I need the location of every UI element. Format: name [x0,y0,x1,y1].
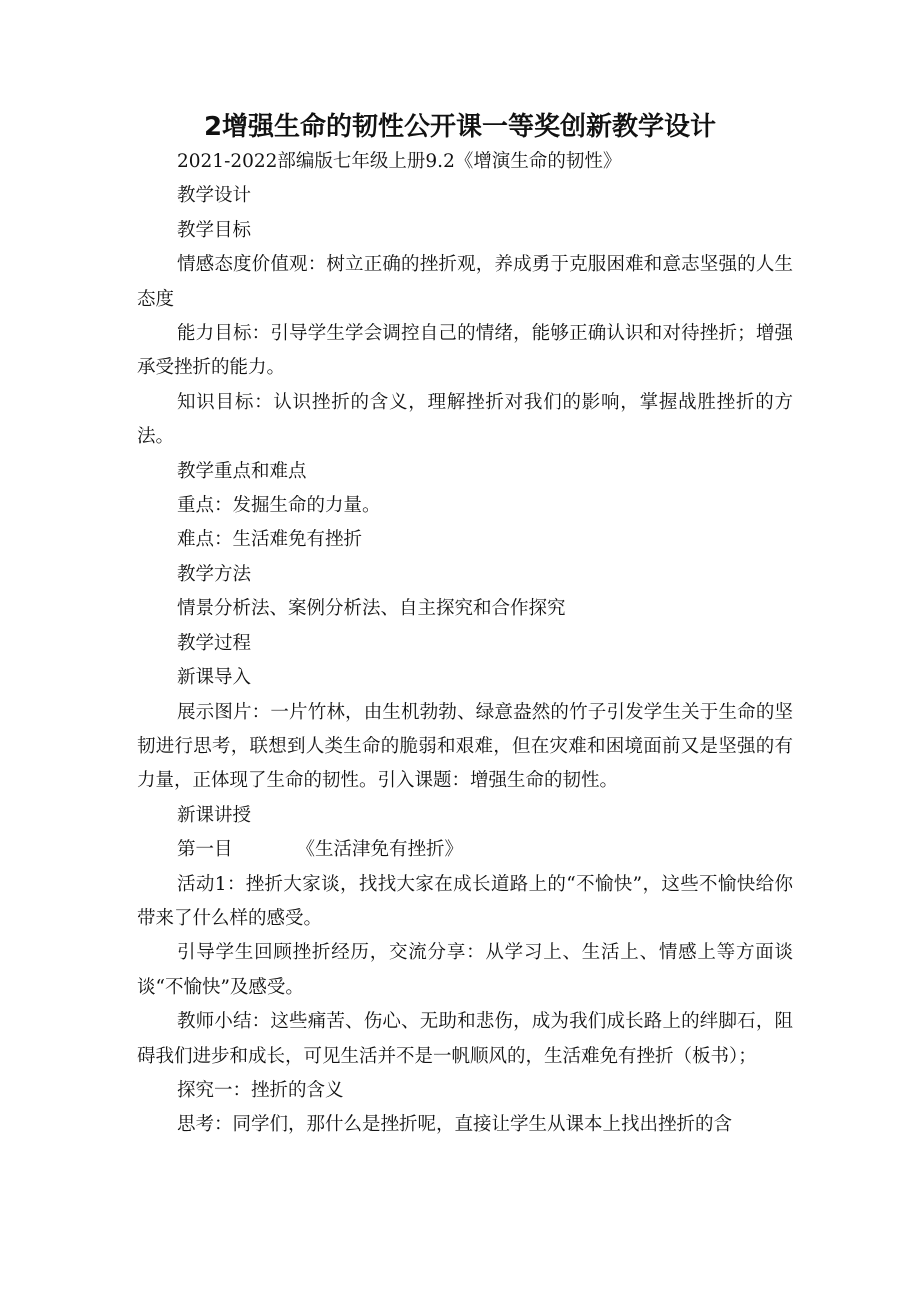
heading-teaching-methods: 教学方法 [177,563,252,585]
goal-knowledge: 知识目标：认识挫折的含义，理解挫折对我们的影响，掌握战胜挫折的方法。 [137,391,793,448]
section-label: 第一目 [177,839,233,861]
teacher-summary: 教师小结：这些痛苦、伤心、无助和悲伤，成为我们成长路上的绊脚石，阻碍我们进步和成长，可见生活并不是一帆顺风的，生活难免有挫折（板书）； [137,1011,793,1067]
heading-teaching-goals: 教学目标 [177,219,252,241]
activity-1: 活动1：挫折大家谈，找找大家在成长道路上的“不愉快”，这些不愉快给你带来了什么样的感受。 [137,873,793,929]
difficult-point: 难点：生活难免有挫折 [177,529,363,551]
intro-paragraph: 展示图片：一片竹林，由生机勃勃、绿意盎然的竹子引发学生关于生命的坚韧进行思考，联想到人类生命的脆弱和艰难，但在灾难和困境面前又是坚强的有力量，正体现了生命的韧性。引入课题：增强生命的韧性。 [137,701,793,792]
key-point: 重点：发掘生命的力量。 [177,495,381,517]
heading-intro: 新课导入 [177,667,252,689]
subtitle-line: 2021-2022部编版七年级上册9.2《增演生命的韧性》 [177,151,622,172]
heading-key-points: 教学重点和难点 [177,460,307,482]
heading-new-lesson: 新课讲授 [177,804,252,826]
heading-teaching-design: 教学设计 [177,185,252,207]
teaching-methods: 情景分析法、案例分析法、自主探究和合作探究 [177,598,566,620]
section-name: 《生活津免有挫折》 [296,839,464,861]
document-title: 2增强生命的韧性公开课一等奖创新教学设计 [203,112,717,142]
think-paragraph: 思考：同学们，那什么是挫折呢，直接让学生从课本上找出挫折的含 [177,1114,733,1136]
inquiry-1: 探究一：挫折的含义 [177,1079,344,1101]
document-body [137,145,793,1143]
goal-attitude: 情感态度价值观：树立正确的挫折观，养成勇于克服困难和意志坚强的人生态度 [137,254,793,310]
heading-teaching-process: 教学过程 [177,632,252,654]
goal-ability: 能力目标：引导学生学会调控自己的情绪，能够正确认识和对待挫折；增强承受挫折的能力。 [137,323,793,379]
guide-students: 引导学生回顾挫折经历，交流分享：从学习上、生活上、情感上等方面谈谈“不愉快”及感受。 [137,942,793,998]
section-heading [137,833,793,867]
